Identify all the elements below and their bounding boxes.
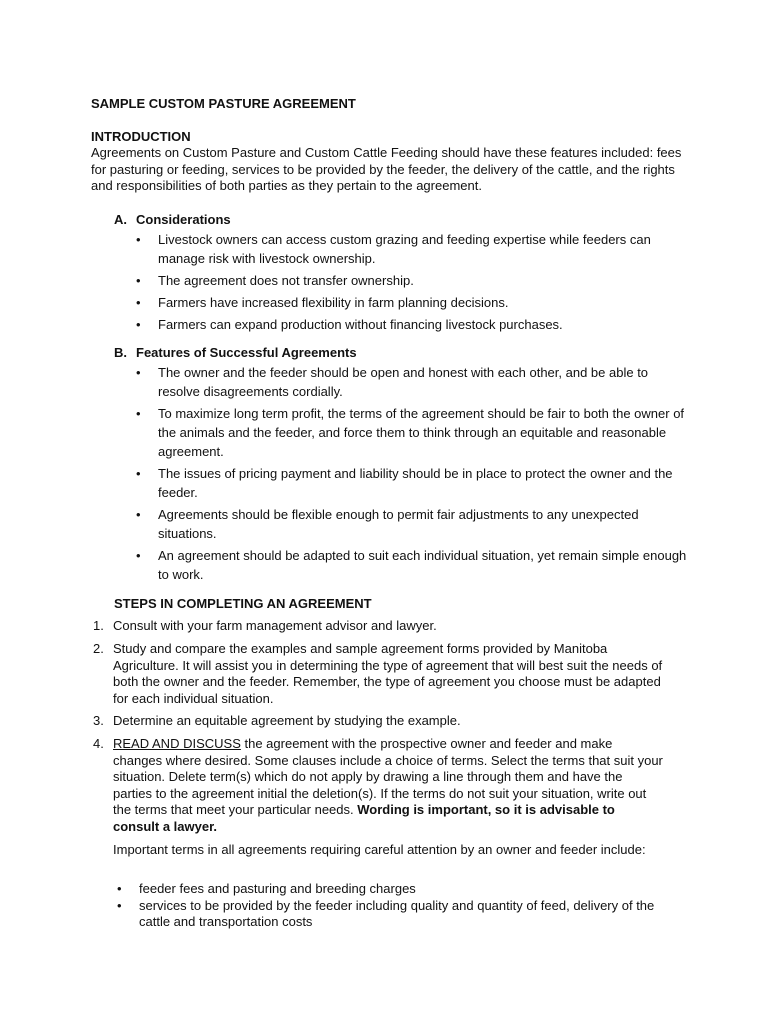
bullet-icon: •	[136, 548, 141, 563]
document-title: SAMPLE CUSTOM PASTURE AGREEMENT	[91, 96, 356, 111]
list-item	[117, 897, 679, 931]
step-4	[93, 736, 663, 835]
read-and-discuss-emphasis: READ AND DISCUSS	[113, 736, 241, 751]
bullet-icon: •	[136, 317, 141, 332]
bullet-icon: •	[136, 295, 141, 310]
bullet-icon: •	[117, 897, 122, 913]
step-4-bold-note: Wording is important, so it is advisable to consult a lawyer.	[113, 802, 615, 834]
list-item-text: Livestock owners can access custom grazing and feeding expertise while feeders can manage risk with livestock ownership.	[158, 232, 651, 266]
list-item	[117, 881, 679, 898]
list-item-text: An agreement should be adapted to suit each individual situation, yet remain simple enough to work.	[158, 548, 687, 582]
list-item-text: services to be provided by the feeder including quality and quantity of feed, delivery of the cattle and transportation costs	[139, 897, 655, 929]
list-item	[136, 505, 688, 543]
intro-heading: INTRODUCTION	[91, 129, 191, 144]
list-item	[136, 315, 688, 334]
section-a-heading	[114, 212, 231, 229]
list-item-text: The agreement does not transfer ownership.	[158, 273, 414, 288]
section-b-title: Features of Successful Agreements	[136, 345, 357, 360]
step-text: Consult with your farm management advisor and lawyer.	[113, 618, 437, 633]
list-item	[136, 230, 688, 268]
list-item	[136, 546, 688, 584]
bullet-icon: •	[117, 881, 122, 896]
steps-heading: STEPS IN COMPLETING AN AGREEMENT	[114, 596, 372, 611]
step-number: 1.	[93, 618, 104, 633]
bullet-icon: •	[136, 273, 141, 288]
list-item-text: feeder fees and pasturing and breeding charges	[139, 881, 416, 896]
step-number: 2.	[93, 641, 104, 656]
list-item-text: Agreements should be flexible enough to permit fair adjustments to any unexpected situations.	[158, 507, 639, 541]
section-a-title: Considerations	[136, 212, 231, 227]
bullet-icon: •	[136, 365, 141, 380]
list-item-text: The owner and the feeder should be open and honest with each other, and be able to resolve disagreements cordially.	[158, 365, 649, 399]
step-text	[113, 736, 663, 835]
bullet-icon: •	[136, 507, 141, 522]
step-2	[93, 641, 663, 707]
bullet-icon: •	[136, 232, 141, 247]
intro-paragraph: Agreements on Custom Pasture and Custom Cattle Feeding should have these features included: fees for pasturing or feeding, services to be provided by the feeder, the delivery of the cattle, and the rights and responsibilities of both parties as they pertain to the agreement.	[91, 145, 682, 193]
list-item	[136, 404, 688, 461]
section-b-heading	[114, 345, 357, 362]
list-item	[136, 293, 688, 312]
section-b-letter: B.	[114, 345, 127, 360]
list-item-text: To maximize long term profit, the terms of the agreement should be fair to both the owner of the animals and the feeder, and force them to think through an equitable and reasonable agreement.	[158, 406, 685, 459]
list-item	[136, 363, 688, 401]
section-a-list	[136, 230, 688, 337]
step-text: Study and compare the examples and sample agreement forms provided by Manitoba Agriculture. It will assist you in determining the type of agreement that will best suit the needs of both the owner and the feeder. Remember, the type of agreement you choose must be adapted for each individual situation.	[113, 641, 663, 706]
step-text: Determine an equitable agreement by studying the example.	[113, 713, 461, 728]
list-item-text: Farmers have increased flexibility in farm planning decisions.	[158, 295, 509, 310]
step-4-text: the agreement with the prospective owner and feeder and make changes where desired. Some clauses include a choice of terms. Select the terms that suit your situation. Delete term(s) which do not apply by drawing a line through them and have the parties to the agreement initial the deletion(s). If the terms do not suit your situation, write out the terms that meet your particular needs.	[113, 736, 663, 817]
section-a-letter: A.	[114, 212, 127, 227]
step-number: 4.	[93, 736, 104, 751]
important-terms-list	[117, 881, 679, 931]
bullet-icon: •	[136, 466, 141, 481]
bullet-icon: •	[136, 406, 141, 421]
list-item	[136, 271, 688, 290]
step-3	[93, 713, 663, 730]
important-terms-intro: Important terms in all agreements requiring careful attention by an owner and feeder include:	[113, 842, 646, 857]
section-b-list	[136, 363, 688, 587]
step-1	[93, 618, 663, 635]
list-item	[136, 464, 688, 502]
list-item-text: The issues of pricing payment and liability should be in place to protect the owner and the feeder.	[158, 466, 673, 500]
list-item-text: Farmers can expand production without financing livestock purchases.	[158, 317, 563, 332]
step-number: 3.	[93, 713, 104, 728]
